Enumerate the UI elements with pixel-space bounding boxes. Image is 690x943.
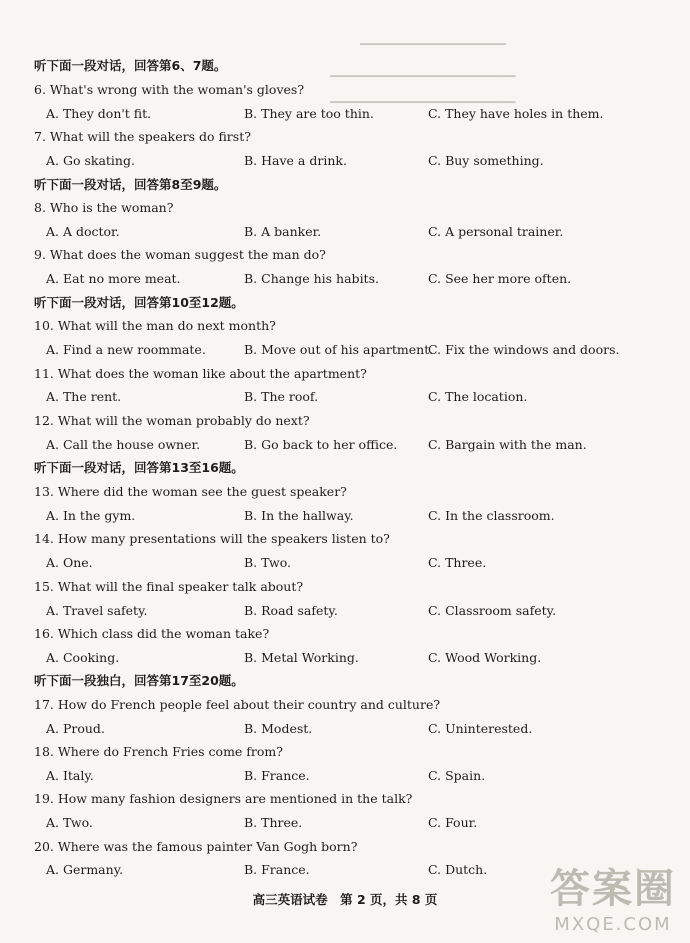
option-b: B. A banker.: [244, 224, 322, 239]
option-a: A. Find a new roommate.: [46, 342, 206, 357]
option-a: A. In the gym.: [46, 508, 136, 523]
bleed-through-text: ━━━━━━━━━━━━━━━━━━━━━━: [360, 38, 506, 51]
section-heading: 听下面一段独白，回答第17至20题。: [34, 673, 244, 688]
option-c: C. Three.: [428, 555, 487, 570]
bleed-through-text: ━━━━━━━━━━━━━━━━━━━━━━━━━━━━: [330, 96, 516, 109]
section-heading: 听下面一段对话，回答第6、7题。: [34, 58, 227, 73]
question-14: 14. How many presentations will the speakers listen to?: [34, 531, 390, 546]
option-b: B. Metal Working.: [244, 650, 359, 665]
question-9: 9. What does the woman suggest the man do?: [34, 247, 326, 262]
option-c: C. The location.: [428, 389, 528, 404]
option-b: B. In the hallway.: [244, 508, 354, 523]
question-20: 20. Where was the famous painter Van Gogh born?: [34, 839, 358, 854]
section-heading: 听下面一段对话，回答第10至12题。: [34, 295, 244, 310]
option-a: A. Eat no more meat.: [46, 271, 181, 286]
option-c: C. Four.: [428, 815, 478, 830]
question-8: 8. Who is the woman?: [34, 200, 174, 215]
question-11: 11. What does the woman like about the apartment?: [34, 366, 367, 381]
question-15: 15. What will the final speaker talk about?: [34, 579, 304, 594]
option-b: B. The roof.: [244, 389, 319, 404]
option-a: A. Call the house owner.: [46, 437, 201, 452]
option-c: C. See her more often.: [428, 271, 572, 286]
question-10: 10. What will the man do next month?: [34, 318, 276, 333]
option-b: B. Three.: [244, 815, 303, 830]
watermark-text: 答案圈: [550, 866, 676, 912]
question-18: 18. Where do French Fries come from?: [34, 744, 283, 759]
option-c: C. They have holes in them.: [428, 106, 604, 121]
section-heading: 听下面一段对话，回答第13至16题。: [34, 460, 244, 475]
option-a: A. The rent.: [46, 389, 122, 404]
question-17: 17. How do French people feel about their country and culture?: [34, 697, 441, 712]
option-b: B. Have a drink.: [244, 153, 347, 168]
option-b: B. Two.: [244, 555, 292, 570]
option-a: A. A doctor.: [46, 224, 120, 239]
option-b: B. Move out of his apartment.: [244, 342, 434, 357]
option-a: A. Germany.: [46, 862, 124, 877]
option-c: C. Fix the windows and doors.: [428, 342, 620, 357]
option-a: A. They don't fit.: [46, 106, 152, 121]
option-c: C. In the classroom.: [428, 508, 555, 523]
option-a: A. Two.: [46, 815, 93, 830]
option-c: C. Buy something.: [428, 153, 544, 168]
question-6: 6. What's wrong with the woman's gloves?: [34, 82, 305, 97]
option-a: A. Italy.: [46, 768, 94, 783]
question-19: 19. How many fashion designers are mentioned in the talk?: [34, 791, 413, 806]
question-12: 12. What will the woman probably do next?: [34, 413, 310, 428]
option-c: C. Dutch.: [428, 862, 488, 877]
option-b: B. They are too thin.: [244, 106, 374, 121]
option-b: B. France.: [244, 862, 310, 877]
question-16: 16. Which class did the woman take?: [34, 626, 270, 641]
question-7: 7. What will the speakers do first?: [34, 129, 251, 144]
option-c: C. Classroom safety.: [428, 603, 557, 618]
option-c: C. Spain.: [428, 768, 486, 783]
option-a: A. Proud.: [46, 721, 105, 736]
option-b: B. Road safety.: [244, 603, 338, 618]
watermark-url: MXQE.COM: [554, 914, 672, 935]
option-a: A. Travel safety.: [46, 603, 148, 618]
option-c: C. Uninterested.: [428, 721, 533, 736]
watermark-logo: [550, 857, 676, 935]
option-c: C. A personal trainer.: [428, 224, 564, 239]
option-c: C. Wood Working.: [428, 650, 542, 665]
option-a: A. Cooking.: [46, 650, 120, 665]
section-heading: 听下面一段对话，回答第8至9题。: [34, 177, 227, 192]
bleed-through-text: ━━━━━━━━━━━━━━━━━━━━━━━━━━━━: [330, 70, 516, 83]
option-b: B. France.: [244, 768, 310, 783]
option-a: A. One.: [46, 555, 93, 570]
question-13: 13. Where did the woman see the guest speaker?: [34, 484, 347, 499]
page-footer: 高三英语试卷 第 2 页，共 8 页: [252, 892, 438, 907]
option-a: A. Go skating.: [46, 153, 135, 168]
option-c: C. Bargain with the man.: [428, 437, 587, 452]
option-b: B. Modest.: [244, 721, 313, 736]
option-b: B. Go back to her office.: [244, 437, 398, 452]
option-b: B. Change his habits.: [244, 271, 379, 286]
